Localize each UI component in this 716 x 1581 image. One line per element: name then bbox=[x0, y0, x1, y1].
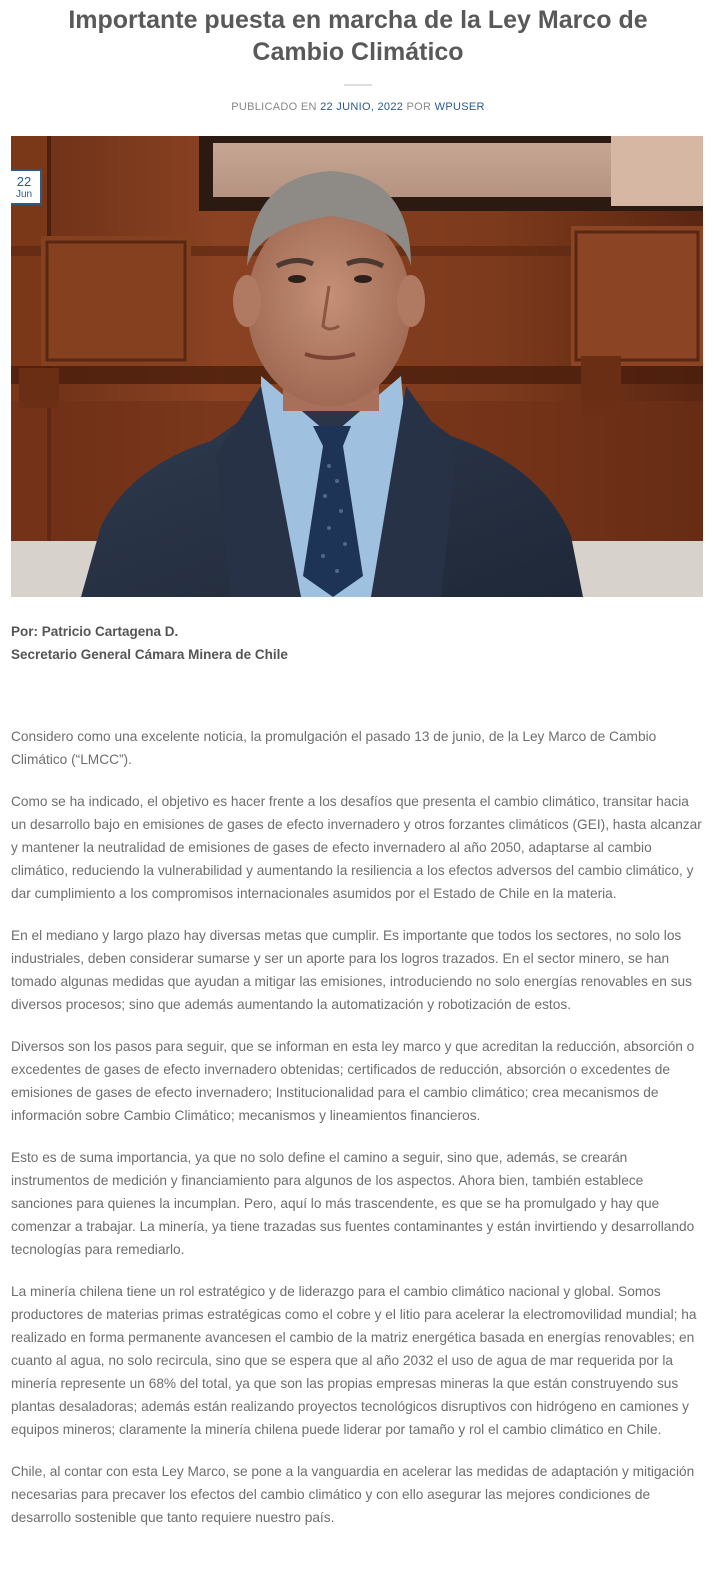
date-badge-month: Jun bbox=[15, 189, 33, 200]
paragraph: Considero como una excelente noticia, la promulgación el pasado 13 de junio, de la Ley Marco de Cambio Climático (“LMCC”). bbox=[11, 729, 657, 767]
title-divider bbox=[344, 84, 372, 86]
paragraph: La minería chilena tiene un rol estratégico y de liderazgo para el cambio climático nacional y global. Somos productores de materias primas estratégicas como el cobre y el litio para acelerar la electromovilidad mundial; ha realizado en forma permanente avancesen el cambio de la matriz energética basada en energías renovables; en cuanto al agua, no solo recircula, sino que se espera que al año 2032 el uso de agua de mar requerida por la minería represente un 68% del total, ya que son las propias empresas mineras la que están construyendo sus plantas desaladoras; además están realizando proyectos tecnológicos disruptivos con hidrógeno en camiones y equipos mineros; claramente la minería chilena puede liderar por tamaño y rol el cambio climático en Chile. bbox=[11, 1284, 697, 1437]
post-article bbox=[0, 4, 716, 1529]
date-badge bbox=[11, 169, 42, 205]
paragraph: Esto es de suma importancia, ya que no solo define el camino a seguir, sino que, además, se crearán instrumentos de medición y financiamiento para algunos de los aspectos. Ahora bien, también establece sanciones para quienes la incumplan. Pero, aquí lo más trascendente, es que se ha promulgado y hay que comenzar a trabajar. La minería, ya tiene trazadas sus fuentes contaminantes y están invirtiendo y desarrollando tecnologías para remediarlo. bbox=[11, 1150, 695, 1257]
published-prefix: PUBLICADO EN bbox=[231, 101, 317, 113]
portrait-photo bbox=[11, 136, 703, 597]
post-meta bbox=[11, 100, 705, 114]
byline-role: Secretario General Cámara Minera de Chile bbox=[11, 647, 288, 662]
author-byline bbox=[11, 620, 705, 666]
featured-image bbox=[11, 136, 703, 597]
post-date-link[interactable]: 22 JUNIO, 2022 bbox=[320, 101, 404, 113]
author-link[interactable]: WPUSER bbox=[434, 101, 485, 113]
by-prefix: POR bbox=[406, 101, 432, 113]
byline-name: Por: Patricio Cartagena D. bbox=[11, 624, 179, 639]
paragraph: Como se ha indicado, el objetivo es hacer frente a los desafíos que presenta el cambio climático, transitar hacia un desarrollo bajo en emisiones de gases de efecto invernadero y otros forzantes climáticos (GEI), hasta alcanzar y mantener la neutralidad de emisiones de gases de efecto invernadero al año 2050, adaptarse al cambio climático, reduciendo la vulnerabilidad y aumentando la resiliencia a los efectos adversos del cambio climático, y dar cumplimiento a los compromisos internacionales asumidos por el Estado de Chile en la materia. bbox=[11, 794, 702, 901]
date-badge-day: 22 bbox=[16, 174, 32, 189]
paragraph: En el mediano y largo plazo hay diversas metas que cumplir. Es importante que todos los sectores, no solo los industriales, deben considerar sumarse y ser un aporte para los logros trazados. En el sector minero, se han tomado algunas medidas que ayudan a mitigar las emisiones, introduciendo no solo energías renovables en sus diversos procesos; sino que además aumentando la automatización y robotización de estos. bbox=[11, 928, 692, 1012]
post-content bbox=[11, 725, 705, 1529]
paragraph: Diversos son los pasos para seguir, que se informan en esta ley marco y que acreditan la reducción, absorción o excedentes de gases de efecto invernadero obtenidas; certificados de reducción, absorción o excedentes de emisiones de gases de efecto invernadero; Institucionalidad para el cambio climático; crea mecanismos de información sobre Cambio Climático; mecanismos y lineamientos financieros. bbox=[11, 1039, 695, 1123]
post-title: Importante puesta en marcha de la Ley Marco de Cambio Climático bbox=[68, 6, 648, 66]
paragraph: Chile, al contar con esta Ley Marco, se pone a la vanguardia en acelerar las medidas de adaptación y mitigación necesarias para precaver los efectos del cambio climático y con ello asegurar las mejores condiciones de desarrollo sostenible que tanto requiere nuestro país. bbox=[11, 1464, 695, 1525]
